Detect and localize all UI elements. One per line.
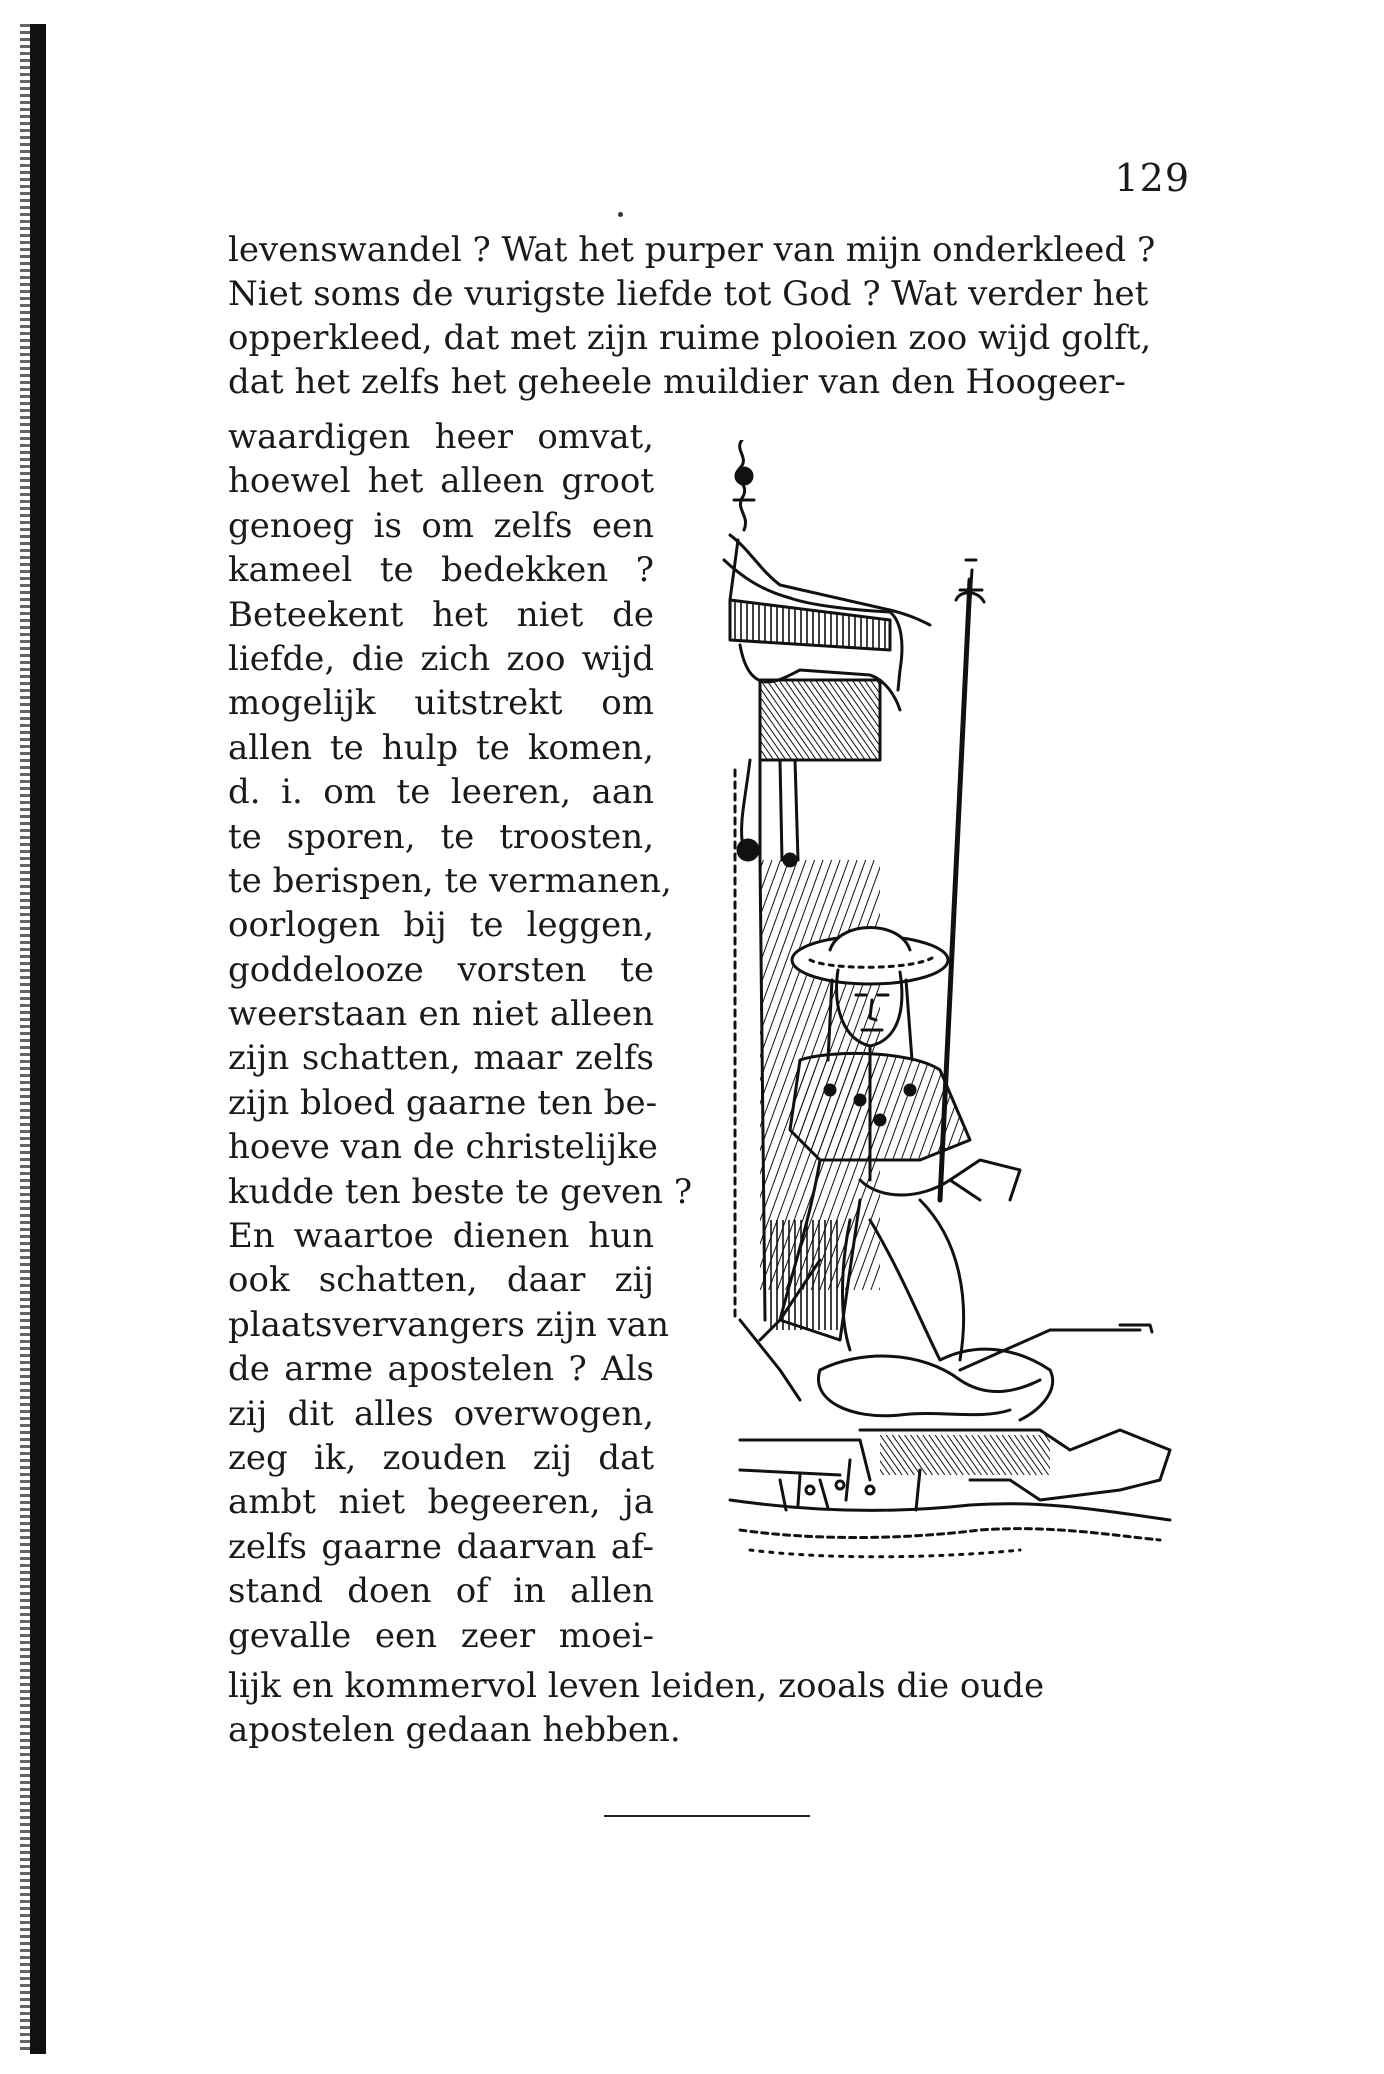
text-line: dat het zelfs het geheele muildier van den Hoogeer- xyxy=(228,362,1126,402)
text-line: kameel te bedekken ? xyxy=(228,550,654,591)
section-rule xyxy=(604,1815,810,1817)
text-line: stand doen of in allen xyxy=(228,1571,654,1612)
text-line: kudde ten beste te geven ? xyxy=(228,1171,693,1212)
text-line: hoeve van de christelijke xyxy=(228,1127,658,1168)
text-line: oorlogen bij te leggen, xyxy=(228,905,654,946)
text-line: allen te hulp te komen, xyxy=(228,727,654,768)
figure-drapery xyxy=(740,1320,1152,1420)
text-line: gevalle een zeer moei- xyxy=(228,1615,654,1656)
text-line: mogelijk uitstrekt om xyxy=(228,683,654,724)
text-line: weerstaan en niet alleen xyxy=(228,994,654,1035)
text-line: zij dit alles overwogen, xyxy=(228,1393,654,1434)
narrow-text-column xyxy=(228,415,693,1658)
text-line: levenswandel ? Wat het purper van mijn onderkleed ? xyxy=(228,230,1156,270)
text-line: de arme apostelen ? Als xyxy=(228,1349,654,1390)
text-line: d. i. om te leeren, aan xyxy=(228,772,654,813)
text-line: zijn schatten, maar zelfs xyxy=(228,1038,654,1079)
text-line-last: apostelen gedaan hebben. xyxy=(228,1710,681,1750)
text-line: opperkleed, dat met zijn ruime plooien zoo wijd golft, xyxy=(228,318,1152,358)
text-line: hoewel het alleen groot xyxy=(228,461,654,502)
page-number: 129 xyxy=(1114,156,1190,200)
print-speck xyxy=(618,212,623,217)
text-line: waardigen heer omvat, xyxy=(228,417,654,457)
text-line: zelfs gaarne daarvan af- xyxy=(228,1526,654,1567)
canopy-finial xyxy=(734,440,754,530)
text-line: En waartoe dienen hun xyxy=(228,1216,654,1257)
woodcut-illustration xyxy=(720,440,1180,1600)
text-line: zijn bloed gaarne ten be- xyxy=(228,1082,658,1123)
text-line: te berispen, te vermanen, xyxy=(228,860,672,901)
text-line: liefde, die zich zoo wijd xyxy=(228,638,654,679)
text-line: zeg ik, zouden zij dat xyxy=(228,1437,654,1478)
text-line: genoeg is om zelfs een xyxy=(228,505,654,546)
text-line: ambt niet begeeren, ja xyxy=(228,1482,654,1523)
text-line: te sporen, te troosten, xyxy=(228,816,654,857)
text-line: ook schatten, daar zij xyxy=(228,1260,654,1301)
text-line: plaatsvervangers zijn van xyxy=(228,1304,670,1345)
stone-steps xyxy=(740,1430,1170,1500)
text-line: goddelooze vorsten te xyxy=(228,949,654,990)
binding-edge xyxy=(30,24,46,2054)
text-line: Beteekent het niet de xyxy=(228,594,654,635)
text-line: lijk en kommervol leven leiden, zooals die oude xyxy=(228,1666,1045,1706)
text-line: Niet soms de vurigste liefde tot God ? Wat verder het xyxy=(228,274,1149,314)
canopy xyxy=(724,535,930,866)
